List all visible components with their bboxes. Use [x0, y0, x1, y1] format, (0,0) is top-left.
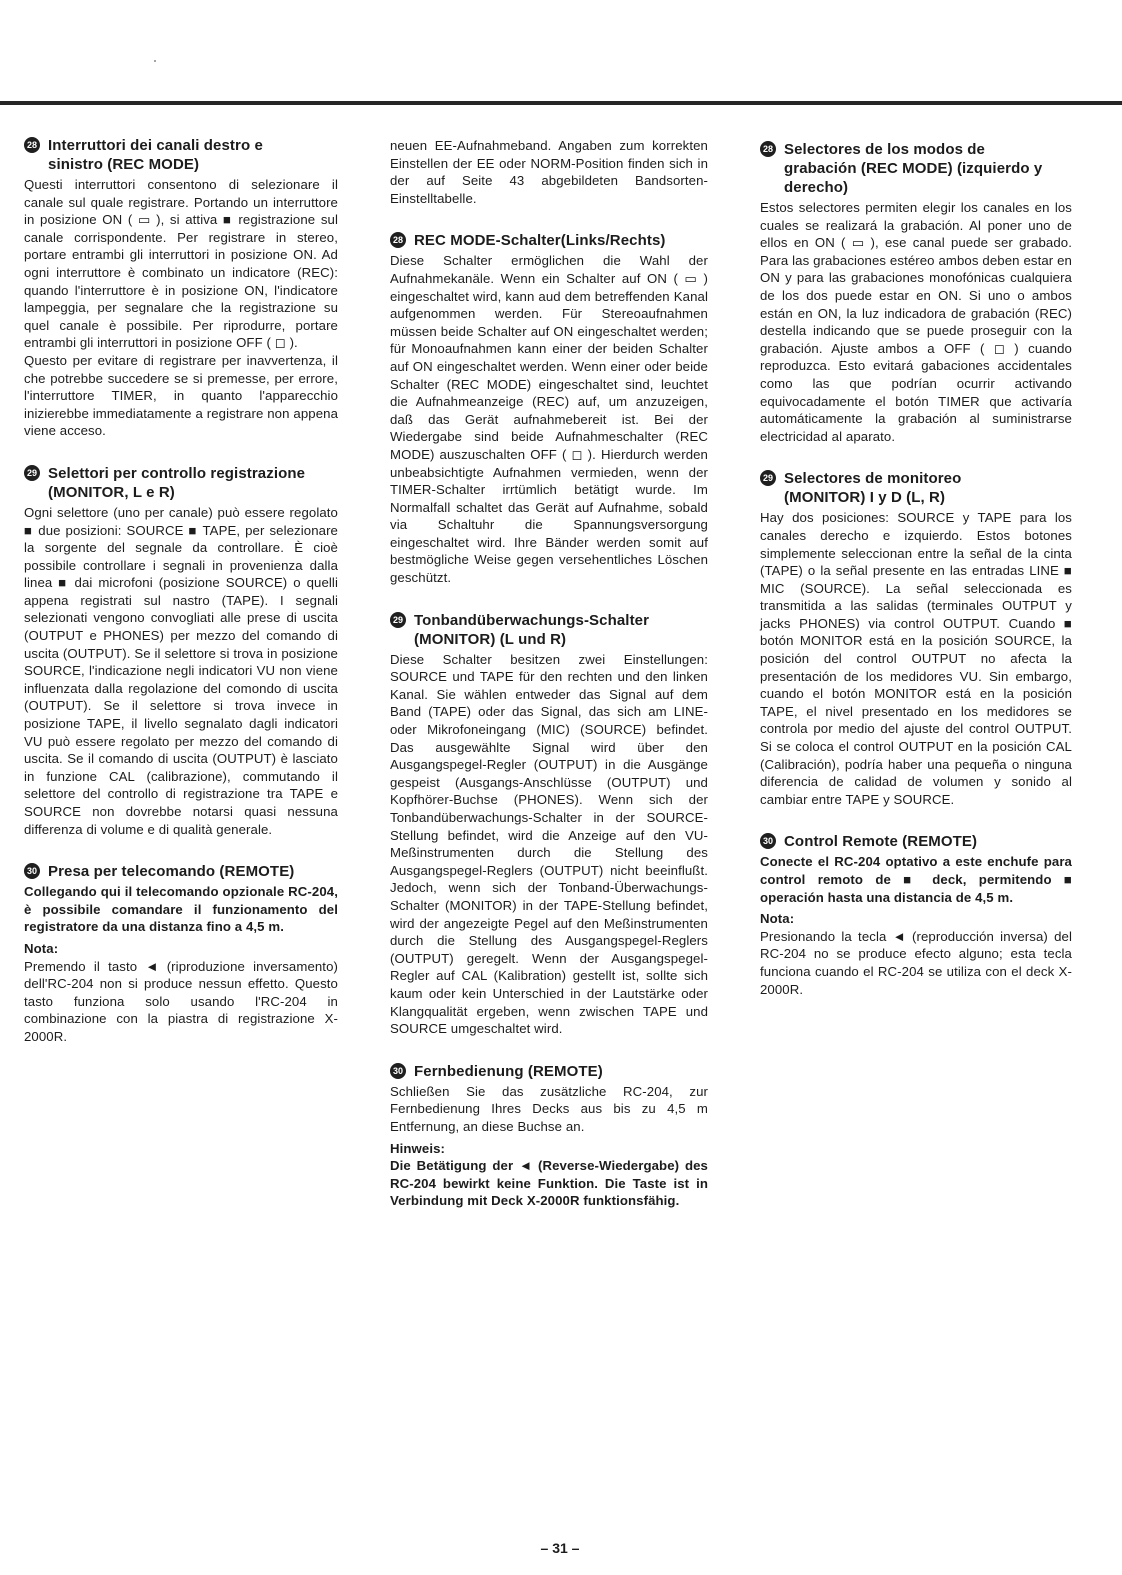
- heading-subtitle: (MONITOR) I y D (L, R): [784, 489, 946, 507]
- item-number-badge: 28: [390, 232, 406, 248]
- body-paragraph: Ogni selettore (uno per canale) può essere regolato ■ due posizioni: SOURCE ■ TAPE, per selezionare la sorgente del segnale da controllare. È cioè possibile controllare i segnali in provenienza dalla linea ■ dai microfoni (posizione SOURCE) o quelli appena registrati sul nastro (TAPE). I segnali selezionati vengono convogliati alle prese di uscita (OUTPUT e PHONES) per mezzo del comando di uscita (OUTPUT). Se il selettore si trova in posizione SOURCE, l'indicazione negli indicatori VU non viene influenzata dalla regolazione del comondo di uscita (OUTPUT). Se il selettore si trova invece in posizione TAPE, il livello segnalato dagli indicatori VU può essere regolato per mezzo del comando di uscita. Se il comando di uscita (OUTPUT) è lasciato in funzione CAL (calibrazione), commutando il selettore del controllo di registrazione tra TAPE e SOURCE non dovrebbe notarsi quasi nessuna differenza di volume e di qualità generale.: [24, 504, 338, 837]
- body-paragraph: Collegando qui il telecomando opzionale RC-204, è possibile comandare il funzionamento del registratore da una distanza fino a 4,5 m.: [24, 884, 338, 935]
- section-remote-de: [390, 1062, 708, 1210]
- section-remote-es: [760, 832, 1072, 998]
- note-label: Nota:: [24, 940, 59, 956]
- section-heading: [760, 140, 1072, 197]
- body-paragraph: Estos selectores permiten elegir los canales en los cuales se realizará la grabación. Al poner uno de ellos en ON ( ▭ ), ese canal puede ser grabado. Para las grabaciones estéreo ambos deben estar en ON y para las grabaciones monofónicas cualquiera de los dos puede estar en ON. Si uno o ambos están en ON, la luz indicadora de grabación (REC) destella indicando que se puede proseguir con la grabación. Ajuste ambos a OFF ( ◻ ) cuando reproduzca. Esto evitará gabaciones accidentales como las que podrían ocurrir activando equivocadamente el botón TIMER que activaría automáticamente la grabación al suministrarse electricidad al aparato.: [760, 200, 1072, 444]
- note-text: Die Betätigung der ◄ (Reverse-Wiedergabe) des RC-204 bewirkt keine Funktion. Die Taste ist in Verbindung mit Deck X-2000R funktionsfähig.: [390, 1158, 708, 1209]
- item-number-badge: 28: [760, 141, 776, 157]
- scan-speck: [154, 60, 156, 62]
- section-heading: [24, 136, 338, 174]
- body-paragraph: Schließen Sie das zusätzliche RC-204, zur Fernbedienung Ihres Decks aus bis zu 4,5 m Entfernung, an diese Buchse an.: [390, 1083, 708, 1134]
- body-paragraph: Diese Schalter ermöglichen die Wahl der Aufnahmekanäle. Wenn ein Schalter auf ON ( ▭ ) eingeschaltet wird, kann aud dem betreffenden Kanal aufgenommen werden. Für Stereoaufnahmen müssen beide Schalter auf ON eingeschaltet werden; für Monoaufnahmen kann einer der beiden Schalter auf ON eingeschaltet werden. Wenn einer oder beide Schalter (REC MODE) eingeschaltet sind, leuchtet die Aufnahmeanzeige (REC) auf, um anzuzeigen, daß das Gerät aufnahmebereit ist. Bei der Wiedergabe sind beide Aufnahmeschalter (REC MODE) auszuschalten OFF ( ◻ ). Hierdurch werden unbeabsichtigte Aufnahmen vermieden, wenn der TIMER-Schalter irrtümlich betätigt wurde. Im Normalfall schaltet das Gerät auf Aufnahme, sobald via Schaltuhr die Spannungsversorgung eingeschaltet wird. Ihre Bänder werden somit auf bestmögliche Weise gegen versehentliches Löschen geschützt.: [390, 253, 708, 586]
- column-german: [390, 137, 708, 1234]
- body-paragraph: Diese Schalter besitzen zwei Einstellungen: SOURCE und TAPE für den rechten und den linken Kanal. Sie wählen entweder das Signal auf dem Band (TAPE) oder das Signal, das sich am LINE- oder Mikrofoneingang (MIC) (SOURCE) befindet. Das ausgewählte Signal wird über den Ausgangspegel-Regler (OUTPUT) in die Ausgänge gespeist (Ausgangs-Anschlüsse (OUTPUT) und Kopfhörer-Buchse (PHONES). Wenn sich der Tonbandüberwachungs-Schalter in der SOURCE-Stellung befindet, wird die Anzeige auf den VU-Meßinstrumenten durch die Stellung des Ausgangspegel-Reglers (OUTPUT) nicht beeinflußt. Jedoch, wenn sich der Tonband-Überwachungs-Schalter (MONITOR) in der TAPE-Stellung befindet, wird der angezeigte Pegel auf den Meßinstrumenten durch die Stellung des Ausgangspegel-Reglers (OUTPUT) geregelt. Wenn der Ausgangspegel-Regler auf CAL (Kalibration) gestellt ist, sollte sich kaum oder kein Unterschied in der Lautstärke oder Klangqualität ergeben, wenn zwischen TAPE und SOURCE umgeschaltet wird.: [390, 651, 708, 1037]
- heading-title: Interruttori dei canali destro e: [48, 137, 263, 154]
- heading-title: Selettori per controllo registrazione: [48, 464, 306, 482]
- section-heading: [390, 611, 708, 649]
- heading-title: Tonbandüberwachungs-Schalter: [414, 611, 650, 629]
- section-intro-de: [390, 137, 708, 207]
- heading-title: Presa per telecomando (REMOTE): [48, 863, 295, 881]
- section-monitor-es: [760, 469, 1072, 808]
- heading-title: Control Remote (REMOTE): [784, 833, 978, 851]
- body-paragraph: neuen EE-Aufnahmeband. Angaben zum korrekten Einstellen der EE oder NORM-Position finden sich in der auf Seite 43 abgebildeten Bandsorten-Einstelltabelle.: [390, 138, 708, 206]
- heading-subtitle: sinistro (REC MODE): [48, 156, 200, 173]
- item-number-badge: 29: [760, 470, 776, 486]
- item-number-badge: 28: [24, 137, 40, 153]
- section-rec-mode-es: [760, 140, 1072, 445]
- note-label: Nota:: [760, 911, 795, 927]
- section-heading: [760, 832, 1072, 851]
- section-monitor-de: [390, 611, 708, 1038]
- note-label: Hinweis:: [390, 1140, 446, 1156]
- item-number-badge: 30: [24, 863, 40, 879]
- page-number: – 31 –: [540, 1540, 580, 1556]
- item-number-badge: 30: [390, 1063, 406, 1079]
- section-rec-mode-it: [24, 136, 338, 440]
- top-rule: [0, 101, 1122, 105]
- item-number-badge: 30: [760, 833, 776, 849]
- column-italian: [24, 136, 338, 1070]
- column-spanish: [760, 140, 1072, 1022]
- heading-title: Selectores de monitoreo: [784, 470, 962, 488]
- body-paragraph: Hay dos posiciones: SOURCE y TAPE para los canales derecho e izquierdo. Estos botones simplemente seleccionan entre la señal de la cinta (TAPE) o la señal presente en las entradas LINE ■ MIC (SOURCE). La señal seleccionada es transmitida a las salidas (terminales OUTPUT y jacks PHONES) via control OUTPUT. Cuando ■ botón MONITOR está en la posición SOURCE, la posición del control OUTPUT no afecta la presentación de los medidores VU. Sin embargo, cuando el botón MONITOR está en la posición TAPE, el nivel presentado en los medidores se controla por medio del ajuste del control OUTPUT. Si se coloca el control OUTPUT en la posición CAL (Calibración), podría haber una pequeña o ninguna diferencia de calidad de volumen y sonido al cambiar entre TAPE y SOURCE.: [760, 510, 1072, 807]
- heading-subtitle: grabación (REC MODE) (izquierdo y derecho): [784, 160, 1043, 196]
- body-paragraph: Conecte el RC-204 optativo a este enchufe para control remoto de ■ deck, permitendo ■ operación hasta una distancia de 4,5 m.: [760, 854, 1072, 905]
- body-paragraph: Questi interruttori consentono di selezionare il canale sul quale registrare. Portando un interruttore in posizione ON ( ▭ ), si attiva ■ registrazione sul canale corrispondente. Per registrare in stereo, portare entrambi gli interruttori in posizione ON. Ad ogni interruttore è combinato un indicatore (REC): quando l'interruttore è in posizione ON, l'indicatore lampeggia, per segnalare che la registrazione su quel canale è possibile. Per riprodurre, portare entrambi gli interruttori in posizione OFF ( ◻ ).: [24, 177, 338, 351]
- heading-title: REC MODE-Schalter(Links/Rechts): [414, 232, 666, 250]
- section-heading: [760, 469, 1072, 507]
- section-heading: [24, 464, 338, 502]
- note-text: Presionando la tecla ◄ (reproducción inversa) del RC-204 no se produce efecto alguno; esta tecla funciona cuando el RC-204 se utiliza con el deck X-2000R.: [760, 928, 1072, 997]
- body-paragraph: Questo per evitare di registrare per inavvertenza, il che potrebbe succedere se si premesse, per errore, l'interruttore TIMER, in quanto l'apparecchio inizierebbe immediatamente a registrare non appena viene acceso.: [24, 352, 338, 439]
- note-text: Premendo il tasto ◄ (riproduzione inversamento) dell'RC-204 non si produce nessun effetto. Questo tasto funziona solo usando l'RC-204 in combinazione con la piastra di registrazione X-2000R.: [24, 958, 338, 1044]
- heading-title: Selectores de los modos de: [784, 141, 985, 158]
- section-heading: [390, 231, 708, 250]
- section-heading: [390, 1062, 708, 1081]
- item-number-badge: 29: [390, 612, 406, 628]
- heading-title: Fernbedienung (REMOTE): [414, 1062, 603, 1080]
- heading-subtitle: (MONITOR, L e R): [48, 483, 175, 501]
- section-rec-mode-de: [390, 231, 708, 586]
- section-heading: [24, 862, 338, 881]
- section-remote-it: [24, 862, 338, 1045]
- section-monitor-it: [24, 464, 338, 838]
- item-number-badge: 29: [24, 465, 40, 481]
- heading-subtitle: (MONITOR) (L und R): [414, 630, 567, 648]
